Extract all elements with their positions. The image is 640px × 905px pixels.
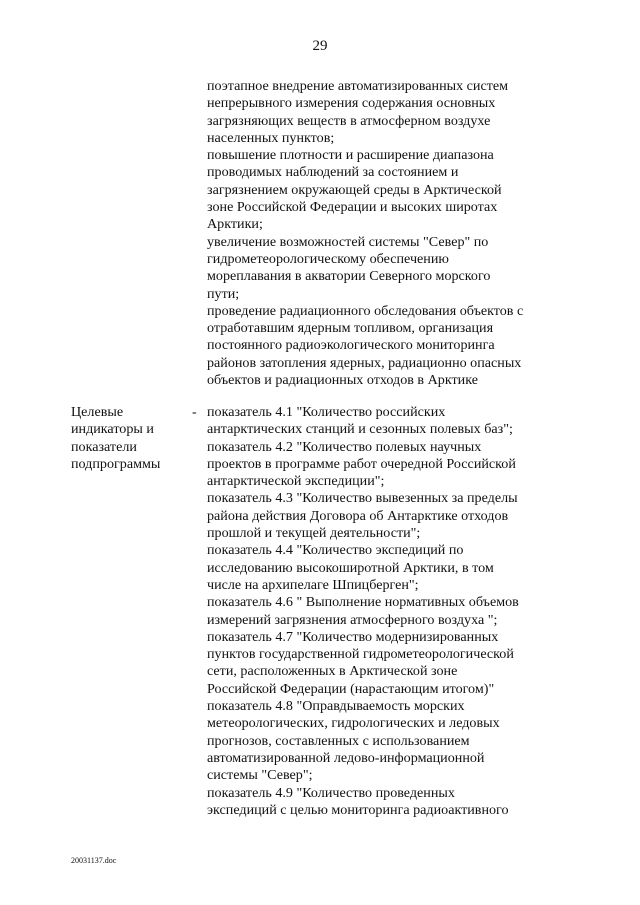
dash-separator: -: [192, 404, 197, 420]
indicators-block: [207, 404, 567, 819]
indicator-line: показатель 4.8 "Оправдываемость морских: [207, 698, 465, 715]
text-line: зоне Российской Федерации и высоких широтах: [207, 199, 498, 216]
section-label-line: подпрограммы: [71, 455, 161, 472]
indicator-line: показатель 4.2 "Количество полевых научных: [207, 438, 482, 455]
indicator-line: антарктической экспедиции";: [207, 473, 385, 490]
text-line: пути;: [207, 285, 240, 302]
indicator-line: метеорологических, гидрологических и ледовых: [207, 715, 500, 732]
indicator-line: Российской Федерации (нарастающим итогом)": [207, 680, 495, 697]
indicator-line: прогнозов, составленных с использованием: [207, 732, 470, 749]
text-line: загрязнением окружающей среды в Арктической: [207, 181, 502, 198]
text-line: населенных пунктов;: [207, 129, 335, 146]
indicator-line: сети, расположенных в Арктической зоне: [207, 663, 458, 680]
text-line: увеличение возможностей системы "Север" по: [207, 233, 489, 250]
section-label-line: Целевые: [71, 404, 124, 420]
indicator-line: измерений загрязнения атмосферного воздуха ";: [207, 611, 498, 628]
indicator-line: показатель 4.4 "Количество экспедиций по: [207, 542, 464, 559]
text-line: гидрометеорологическому обеспечению: [207, 250, 449, 267]
indicator-line: экспедиций с целью мониторинга радиоактивного: [207, 801, 509, 818]
text-line: районов затопления ядерных, радиационно опасных: [207, 354, 522, 371]
indicator-line: показатель 4.1 "Количество российских: [207, 404, 446, 420]
text-line: постоянного радиоэкологического мониторинга: [207, 337, 495, 354]
indicator-line: проектов в программе работ очередной Российской: [207, 455, 516, 472]
text-line: поэтапное внедрение автоматизированных систем: [207, 78, 509, 94]
text-line: проведение радиационного обследования объектов с: [207, 302, 524, 319]
text-line: Арктики;: [207, 216, 263, 233]
indicator-line: прошлой и текущей деятельности";: [207, 525, 421, 542]
indicator-line: числе на архипелаге Шпицберген";: [207, 576, 419, 593]
indicator-line: показатель 4.6 " Выполнение нормативных объемов: [207, 594, 519, 611]
footer-filename: 20031137.doc: [71, 856, 117, 865]
indicator-line: показатель 4.7 "Количество модернизированных: [207, 628, 499, 645]
text-line: повышение плотности и расширение диапазона: [207, 147, 494, 164]
indicator-line: антарктических станций и сезонных полевых баз";: [207, 421, 513, 438]
top-text-block: [207, 78, 567, 389]
text-line: проводимых наблюдений за состоянием и: [207, 164, 459, 181]
section-label-line: показатели: [71, 438, 137, 455]
text-line: объектов и радиационных отходов в Арктике: [207, 372, 478, 389]
page-number: 29: [312, 38, 328, 54]
section-label: [71, 404, 191, 473]
indicator-line: показатель 4.3 "Количество вывезенных за пределы: [207, 490, 518, 507]
indicator-line: системы "Север";: [207, 767, 313, 784]
indicator-line: исследованию высокоширотной Арктики, в том: [207, 559, 494, 576]
indicator-line: автоматизированной ледово-информационной: [207, 749, 485, 766]
text-line: мореплавания в акватории Северного морского: [207, 268, 491, 285]
text-line: загрязняющих веществ в атмосферном воздухе: [207, 112, 491, 129]
indicator-line: показатель 4.9 "Количество проведенных: [207, 784, 455, 801]
indicator-line: пунктов государственной гидрометеорологической: [207, 646, 514, 663]
indicator-line: района действия Договора об Антарктике отходов: [207, 507, 509, 524]
text-line: отработавшим ядерным топливом, организация: [207, 320, 494, 337]
text-line: непрерывного измерения содержания основных: [207, 95, 496, 112]
section-label-line: индикаторы и: [71, 421, 154, 438]
